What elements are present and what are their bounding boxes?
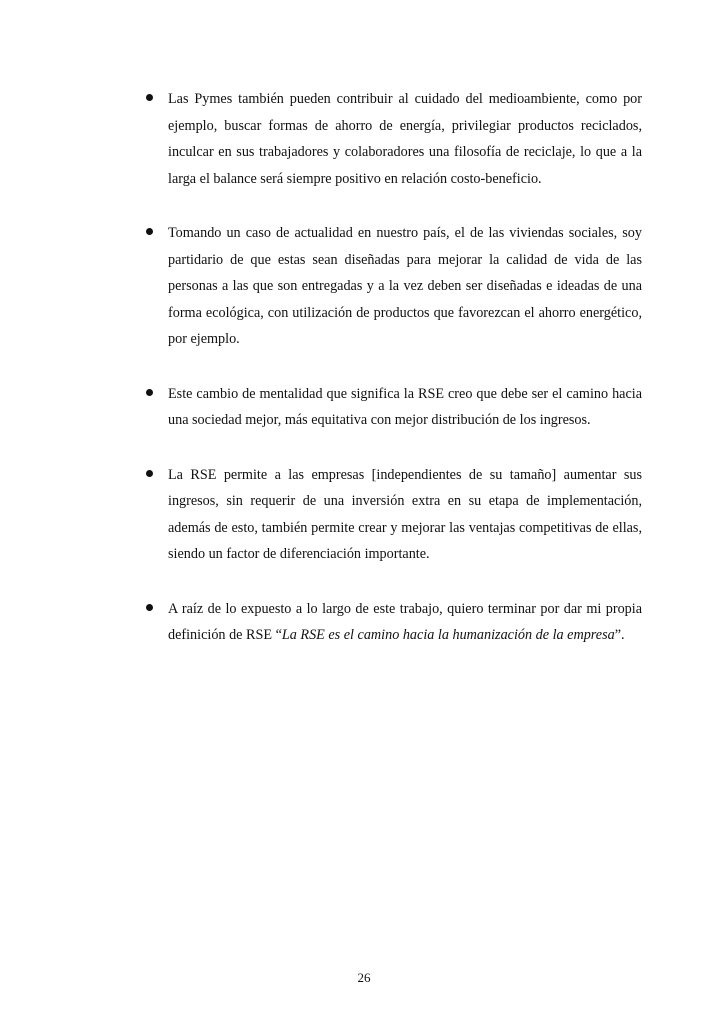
page-number: 26 [357, 970, 371, 985]
bullet-icon [146, 604, 153, 611]
list-item [142, 86, 642, 192]
paragraph-text: Las Pymes también pueden contribuir al cuidado del medioambiente, como por ejemplo, buscar formas de ahorro de energía, privilegiar productos reciclados, inculcar en sus trabajadores y colaboradores una filosofía de reciclaje, lo que a la larga el balance será siempre positivo en relación costo-beneficio. [168, 91, 642, 187]
list-item [142, 220, 642, 353]
paragraph-text-after-quote: ”. [614, 627, 625, 643]
list-item [142, 381, 642, 434]
conclusion-bullet-list [142, 86, 642, 677]
bullet-icon [146, 94, 153, 101]
bullet-icon [146, 470, 153, 477]
paragraph-text: La RSE permite a las empresas [independientes de su tamaño] aumentar sus ingresos, sin requerir de una inversión extra en su etapa de implementación, además de esto, también permite crear y mejorar las ventajas competitivas de ellas, siendo un factor de diferenciación importante. [168, 466, 642, 562]
list-item [142, 462, 642, 568]
paragraph-text: Este cambio de mentalidad que significa la RSE creo que debe ser el camino hacia una sociedad mejor, más equitativa con mejor distribución de los ingresos. [168, 385, 642, 428]
rse-definition-quote: La RSE es el camino hacia la humanización de la empresa [281, 627, 615, 643]
bullet-icon [146, 228, 153, 235]
list-item [142, 596, 642, 649]
bullet-icon [146, 389, 153, 396]
paragraph-text-before-quote: A raíz de lo expuesto a lo largo de este trabajo, quiero terminar por dar mi propia definición de RSE “ [168, 600, 642, 643]
paragraph-text [168, 596, 642, 649]
paragraph-text: Tomando un caso de actualidad en nuestro país, el de las viviendas sociales, soy partidario de que estas sean diseñadas para mejorar la calidad de vida de las personas a las que son entregadas y a la vez deben ser diseñadas e ideadas de una forma ecológica, con utilización de productos que favorezcan el ahorro energético, por ejemplo. [168, 225, 642, 347]
